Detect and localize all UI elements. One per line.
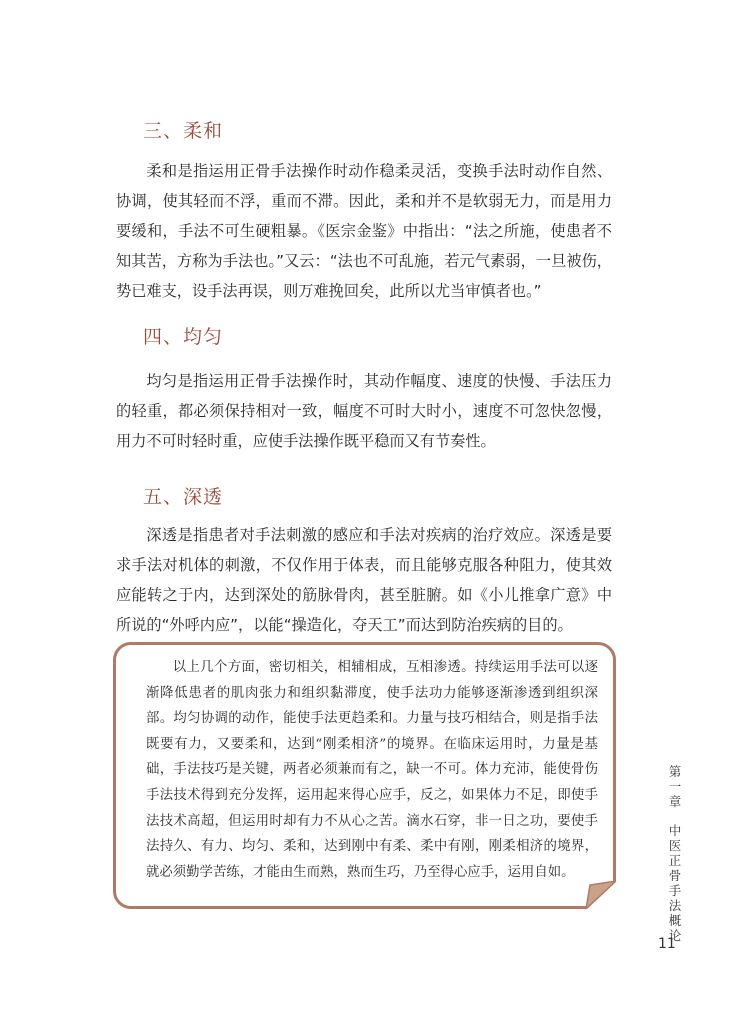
chapter-side-label <box>666 764 684 943</box>
summary-note-box <box>113 642 616 909</box>
chapter-title: 中医正骨手法概论 <box>668 823 682 943</box>
section-heading-shentou: 五、深透 <box>143 486 224 508</box>
section-body-shentou: 深透是指患者对手法刺激的感应和手法对疾病的治疗效应。深透是要求手法对机体的刺激，不仅作用于体表，而且能够克服各种阻力，使其效应能转之于内，达到深处的筋脉骨肉，甚至脏腑。如《小儿推拿广意》中所说的“外呼内应”，以能“操造化，夺天工”而达到防治疾病的目的。 <box>116 526 612 634</box>
section-heading-junyun: 四、均匀 <box>143 326 224 348</box>
page-fold-corner-icon <box>586 881 616 909</box>
summary-note-text: 以上几个方面，密切相关，相辅相成，互相渗透。持续运用手法可以逐渐降低患者的肌肉张力和组织黏滞度，使手法功力能够逐渐渗透到组织深部。均匀协调的动作，能使手法更趋柔和。力量与技巧相结合，则是指手法既要有力，又要柔和，达到“刚柔相济”的境界。在临床运用时，力量是基础，手法技巧是关键，两者必须兼而有之，缺一不可。体力充沛，能使骨伤手法技术得到充分发挥，运用起来得心应手，反之，如果体力不足，即使手法技术高超，但运用时却有力不从心之苦。滴水石穿，非一日之功，要使手法持久、有力、均匀、柔和，达到刚中有柔、柔中有刚，刚柔相济的境界，就必须勤学苦练，才能由生而熟，熟而生巧，乃至得心应手，运用自如。 <box>146 660 598 880</box>
section-heading-rouhe: 三、柔和 <box>143 120 224 142</box>
page-number: 11 <box>658 936 676 952</box>
section-body-junyun: 均匀是指运用正骨手法操作时，其动作幅度、速度的快慢、手法压力的轻重，都必须保持相对一致，幅度不可时大时小，速度不可忽快忽慢，用力不可时轻时重，应使手法操作既平稳而又有节奏性。 <box>116 372 612 450</box>
section-body-rouhe: 柔和是指运用正骨手法操作时动作稳柔灵活，变换手法时动作自然、协调，使其轻而不浮，重而不滞。因此，柔和并不是软弱无力，而是用力要缓和，手法不可生硬粗暴。《医宗金鉴》中指出：“法之所施，使患者不知其苦，方称为手法也。”又云：“法也不可乱施，若元气素弱，一旦被伤，势已难支，设手法再误，则万难挽回矣，此所以尤当审慎者也。” <box>116 162 612 300</box>
chapter-number: 第一章 <box>668 764 682 809</box>
